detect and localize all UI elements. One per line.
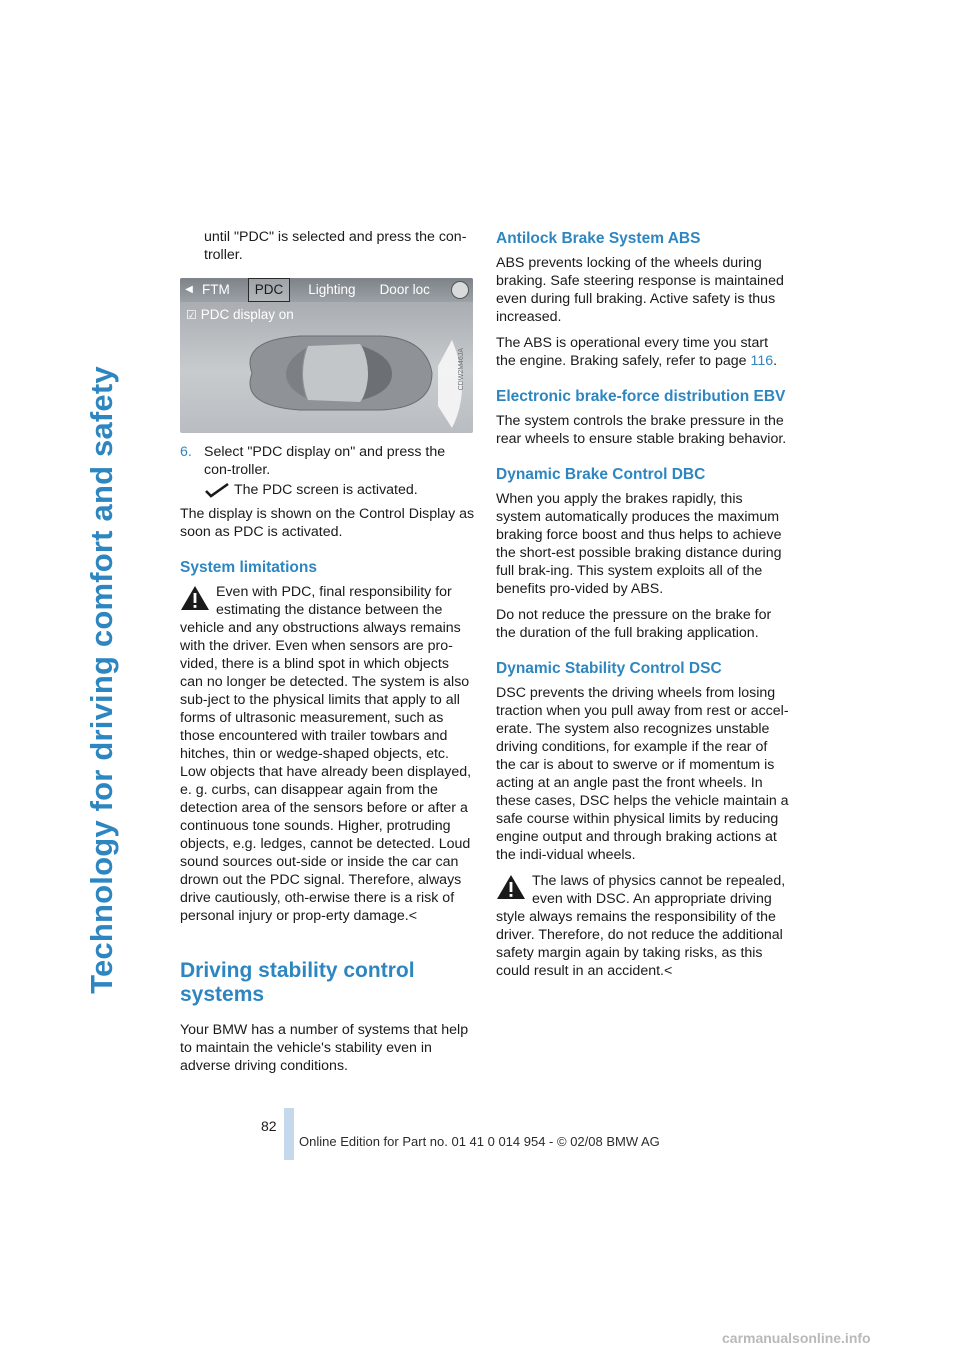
menu-left-arrow-icon: ◀	[185, 284, 193, 295]
intro-text: until "PDC" is selected and press the con-troller.	[204, 229, 467, 263]
warning-triangle-icon	[180, 585, 210, 611]
checkbox-checked-icon: ☑	[186, 308, 197, 322]
menu-item-door-lock: Door loc	[379, 282, 430, 297]
driving-stability-intro: Your BMW has a number of systems that help to maintain the vehicle's stability even in adverse driving conditions.	[180, 1022, 469, 1074]
abs-paragraph-2: The ABS is operational every time you start the engine. Braking safely, refer to page 116.	[496, 335, 778, 369]
step-6-result-text: The PDC screen is activated.	[234, 482, 418, 498]
step-text: Select "PDC display on" and press the con-troller.	[204, 444, 446, 478]
end-mark: <	[664, 963, 673, 979]
dbc-paragraph-2: Do not reduce the pressure on the brake for the duration of the full braking application.	[496, 607, 772, 641]
ebv-paragraph: The system controls the brake pressure in the rear wheels to ensure stable braking behavior.	[496, 413, 787, 447]
warning-triangle-icon	[496, 874, 526, 900]
dsc-warning	[496, 872, 790, 980]
pdc-menu-screenshot	[180, 278, 473, 433]
end-mark: <	[408, 908, 417, 924]
side-chapter-title: Technology for driving comfort and safety	[84, 366, 119, 994]
check-mark-icon	[204, 482, 230, 498]
step-6-result	[180, 481, 475, 499]
car-top-view-graphic	[180, 278, 473, 433]
page-reference-link[interactable]: 116	[750, 353, 774, 369]
section-heading-ebv: Electronic brake-force distribution EBV	[496, 388, 786, 405]
section-heading-system-limitations: System limitations	[180, 559, 317, 576]
image-code: CDW2M46JA	[458, 348, 465, 391]
system-limitations-text: Even with PDC, final responsibility for estimating the distance between the vehicle and any obstructions always remains with the driver. Even when sensors are pro-vided, there is a blind spot in which objects can no longer be detected. The system is also sub-ject to the physical limits that apply to all forms of ultrasonic measurement, such as those encountered with trailer towbars and hitches, thin or wedge-shaped objects, etc. Low objects that have already been displayed, e. g. curbs, can disappear again from the detection area of the sensors before or after a continuous tone sounds. Higher, protruding objects, e.g. ledges, cannot be detected. Loud sound sources out-side or inside the car can drown out the PDC signal. Therefore, always drive cautiously, oth-erwise there is a risk of personal injury or prop-erty damage.	[180, 584, 472, 924]
display-note: The display is shown on the Control Display as soon as PDC is activated.	[180, 506, 475, 540]
pdc-display-on-label: PDC display on	[200, 307, 294, 322]
right-column	[496, 228, 790, 988]
dsc-warning-text: The laws of physics cannot be repealed, even with DSC. An appropriate driving style always remains the responsibility of the driver. Therefore, do not reduce the additional safety margin again by taking risks, as this could result in an accident.	[496, 873, 786, 979]
menu-item-ftm: FTM	[202, 282, 230, 297]
dbc-paragraph-1: When you apply the brakes rapidly, this system automatically produces the maximum braking force boost and thus helps to achieve the short-est possible braking distance during full brak-ing. This system exploits all of the benefits pro-vided by ABS.	[496, 491, 782, 597]
abs-paragraph-1: ABS prevents locking of the wheels during braking. Safe steering response is maintained even during full braking. Active safety is thus increased.	[496, 255, 784, 325]
menu-item-lighting: Lighting	[308, 282, 356, 297]
footer-accent-bar	[284, 1108, 294, 1160]
car-roof-shape	[303, 344, 370, 402]
section-heading-dbc: Dynamic Brake Control DBC	[496, 466, 706, 483]
abs-paragraph-2-text: The ABS is operational every time you start the engine. Braking safely, refer to page	[496, 335, 769, 369]
dsc-paragraph: DSC prevents the driving wheels from losing traction when you pull away from rest or accel-erate. The system also recognizes unstable driving conditions, for example if the rear of the car is about to swerve or if momentum is acting at an angle past the front wheels. In these cases, DSC helps the vehicle maintain a safe course within physical limits by reducing engine output and through braking actions at the indi-vidual wheels.	[496, 685, 789, 863]
menu-item-pdc: PDC	[248, 278, 291, 302]
page-number: 82	[261, 1118, 277, 1134]
footer-edition-text: Online Edition for Part no. 01 41 0 014 954 - © 02/08 BMW AG	[299, 1134, 660, 1149]
left-column	[180, 228, 475, 1083]
section-heading-dsc: Dynamic Stability Control DSC	[496, 660, 722, 677]
section-heading-abs: Antilock Brake System ABS	[496, 230, 701, 247]
step-6	[180, 443, 475, 479]
section-heading-driving-stability: Driving stability control systems	[180, 959, 415, 1006]
site-watermark: carmanualsonline.info	[722, 1330, 871, 1346]
step-number: 6.	[180, 444, 192, 460]
system-limitations-warning	[180, 583, 475, 925]
